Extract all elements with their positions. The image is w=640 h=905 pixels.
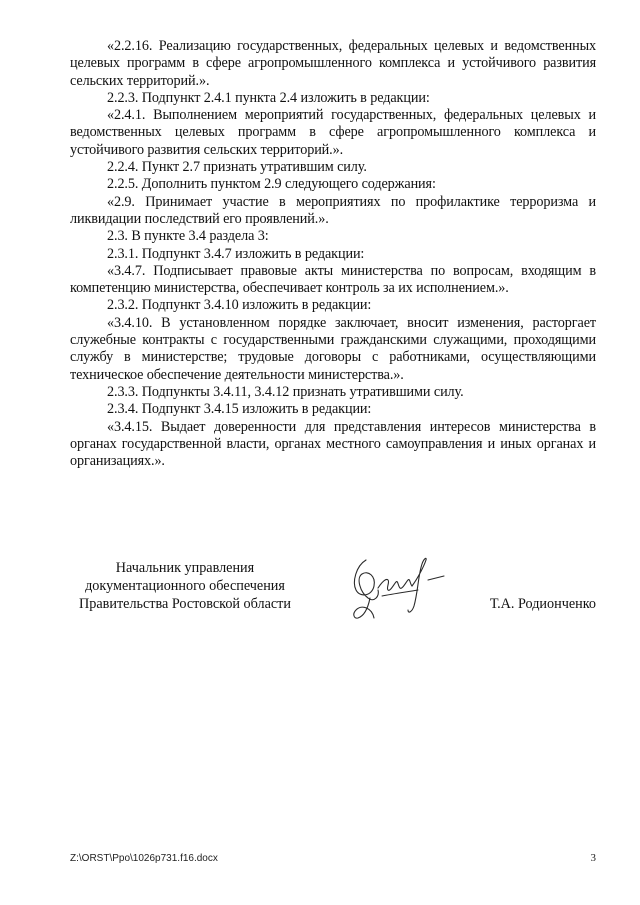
paragraph-2-2-3: 2.2.3. Подпункт 2.4.1 пункта 2.4 изложить в редакции: <box>107 89 430 106</box>
paragraph-3-4-15-text: «3.4.15. Выдает доверенности для представления интересов министерства в органах государственной власти, органах местного самоуправления и иных органах и организациях.». <box>70 418 596 470</box>
signatory-position <box>70 560 300 613</box>
paragraph-2-3-2: 2.3.2. Подпункт 3.4.10 изложить в редакции: <box>107 297 372 314</box>
paragraph-2-2-5: 2.2.5. Дополнить пунктом 2.9 следующего содержания: <box>107 176 436 193</box>
signatory-position-line: Правительства Ростовской области <box>79 595 291 612</box>
paragraph-2-2-16-text: «2.2.16. Реализацию государственных, федеральных целевых и ведомственных целевых программ в сфере агропромышленного комплекса и устойчивого развития сельских территорий.». <box>70 38 596 89</box>
paragraph-2-9-text: «2.9. Принимает участие в мероприятиях по профилактике терроризма и ликвидации последствий его проявлений.». <box>70 193 596 227</box>
paragraph-2-3-1: 2.3.1. Подпункт 3.4.7 изложить в редакции: <box>107 245 365 262</box>
signatory-position-line: Начальник управления <box>115 560 255 576</box>
paragraph-2-2-4: 2.2.4. Пункт 2.7 признать утратившим силу. <box>107 159 367 176</box>
handwritten-signature <box>348 552 454 632</box>
paragraph-2-3-3: 2.3.3. Подпункты 3.4.11, 3.4.12 признать утратившими силу. <box>107 383 464 400</box>
paragraph-3-4-7-text: «3.4.7. Подписывает правовые акты министерства по вопросам, входящим в компетенцию министерства, обеспечивает контроль за их исполнением.». <box>70 262 596 297</box>
paragraph-2-3-4: 2.3.4. Подпункт 3.4.15 изложить в редакции: <box>107 401 372 418</box>
paragraph-2-3: 2.3. В пункте 3.4 раздела 3: <box>107 228 269 245</box>
footer-file-path: Z:\ORST\Ppo\1026p731.f16.docx <box>70 853 218 864</box>
page-number: 3 <box>590 852 596 864</box>
signatory-position-line: документационного обеспечения <box>85 577 285 594</box>
signature-section <box>70 560 596 620</box>
paragraph-3-4-10-text: «3.4.10. В установленном порядке заключает, вносит изменения, расторгает служебные контракты с государственными гражданскими служащими, проходящими службу в министерстве; трудовые договоры с работниками, осуществляющими техническое обеспечение деятельности министерства.». <box>70 314 596 383</box>
document-body <box>70 38 596 470</box>
signatory-name: Т.А. Родионченко <box>489 595 596 612</box>
paragraph-2-4-1-text: «2.4.1. Выполнением мероприятий государственных, федеральных целевых и ведомственных целевых программ в сфере агропромышленного комплекса и устойчивого развития сельских территорий.». <box>70 107 596 158</box>
